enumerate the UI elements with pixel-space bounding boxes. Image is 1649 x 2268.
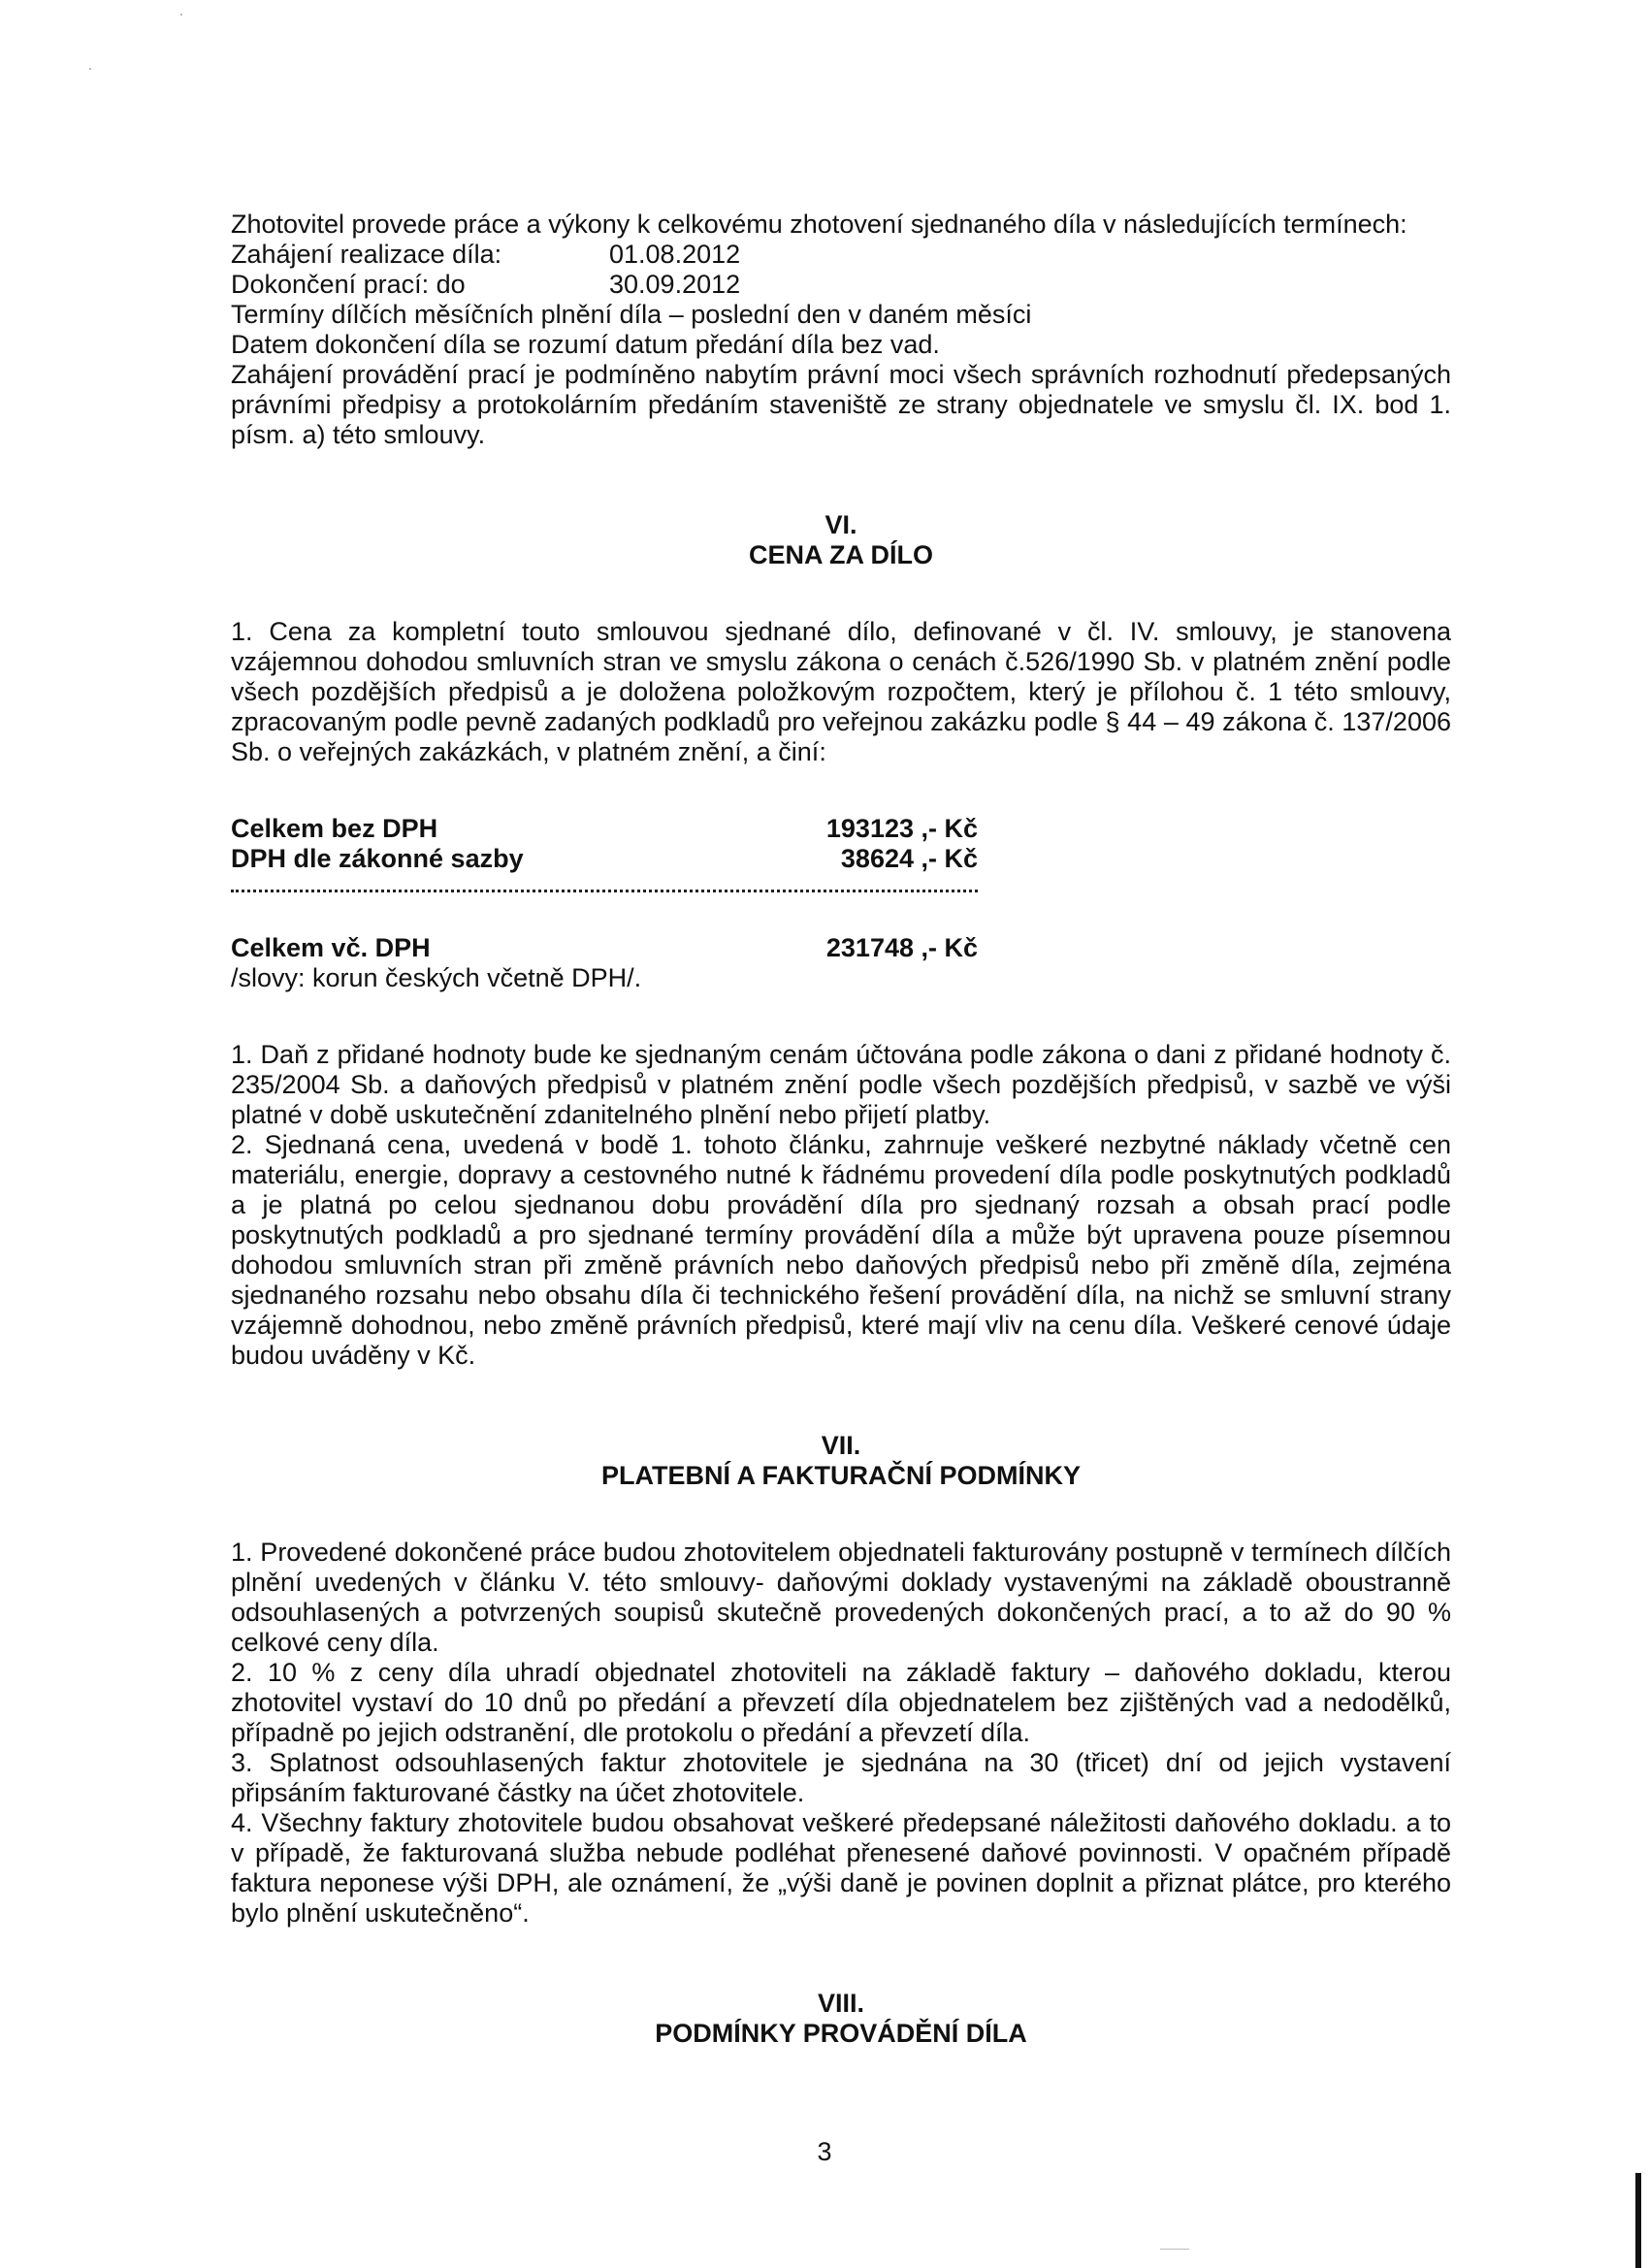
section-7-paragraph-3: 3. Splatnost odsouhlasených faktur zhotovitele je sjednána na 30 (třicet) dní od jejich vystavení připsáním fakturované částky na účet zhotovitele.	[231, 1748, 1451, 1807]
price-in-words: /slovy: korun českých včetně DPH/.	[231, 963, 642, 992]
section-7-title: PLATEBNÍ A FAKTURAČNÍ PODMÍNKY	[601, 1461, 1081, 1490]
price-row-label: Celkem bez DPH	[231, 814, 438, 843]
schedule-partial-terms: Termíny dílčích měsíčních plnění díla – poslední den v daném měsíci	[231, 300, 1032, 329]
page-number: 3	[817, 2137, 832, 2166]
price-row-label: DPH dle zákonné sazby	[231, 844, 524, 873]
price-row	[231, 844, 978, 874]
price-row-value: 193123 ,- Kč	[825, 814, 978, 843]
section-6-vat-paragraph: 1. Daň z přidané hodnoty bude ke sjednaným cenám účtována podle zákona o dani z přidané hodnoty č. 235/2004 Sb. a daňových předpisů v platném znění podle všech pozdějších předpisů, v sazbě ve výši platné v době uskutečnění zdanitelného plnění nebo přijetí platby.	[231, 1040, 1451, 1129]
schedule-start-condition: Zahájení provádění prací je podmíněno nabytím právní moci všech správních rozhodnutí předepsaných právními předpisy a protokolárním předáním staveniště ze strany objednatele ve smyslu čl. IX. bod 1. písm. a) této smlouvy.	[231, 360, 1451, 449]
schedule-start-value: 01.08.2012	[609, 240, 741, 269]
schedule-start-label: Zahájení realizace díla:	[231, 240, 502, 269]
scan-speck	[180, 14, 182, 16]
price-row-value: 38624 ,- Kč	[840, 844, 978, 873]
schedule-end-row	[231, 270, 1451, 300]
section-7-paragraph-1: 1. Provedené dokončené práce budou zhotovitelem objednateli fakturovány postupně v termínech dílčích plnění uvedených v článku V. této smlouvy- daňovými doklady vystavenými na základě oboustranně odsouhlasených a potvrzených soupisů skutečně provedených dokončených prací, a to až do 90 % celkové ceny díla.	[231, 1538, 1451, 1657]
scan-edge-mark	[1635, 2173, 1641, 2268]
section-7-paragraph-2: 2. 10 % z ceny díla uhradí objednatel zhotoviteli na základě faktury – daňového dokladu, kterou zhotovitel vystaví do 10 dnů po předání a převzetí díla objednatelem bez zjištěných vad a nedodělků, případně po jejich odstranění, dle protokolu o předání a převzetí díla.	[231, 1658, 1451, 1747]
section-6-paragraph-2: 2. Sjednaná cena, uvedená v bodě 1. tohoto článku, zahrnuje veškeré nezbytné náklady včetně cen materiálu, energie, dopravy a cestovného nutné k řádnému provedení díla podle poskytnutých podkladů a je platná po celou sjednanou dobu provádění díla pro sjednaný rozsah a obsah prací podle poskytnutých podkladů a pro sjednané termíny provádění díla a může být upravena pouze písemnou dohodou smluvních stran při změně právních nebo daňových předpisů nebo při změně díla, zejména sjednaného rozsahu nebo obsahu díla či technického řešení provádění díla, na nichž se smluvní strany vzájemně dohodnou, nebo změně právních předpisů, které mají vliv na cenu díla. Veškeré cenové údaje budou uváděny v Kč.	[231, 1130, 1451, 1370]
section-7-paragraph-4: 4. Všechny faktury zhotovitele budou obsahovat veškeré předepsané náležitosti daňového dokladu. a to v případě, že fakturovaná služba nebude podléhat přenesené daňové povinnosti. V opačném případě faktura neponese výši DPH, ale oznámení, že „výši daně je povinen doplnit a přiznat plátce, pro kterého bylo plnění uskutečněno“.	[231, 1808, 1451, 1928]
document-page	[231, 210, 1451, 2049]
section-7-number: VII.	[821, 1431, 861, 1460]
section-6-number: VI.	[824, 510, 857, 539]
section-8-number: VIII.	[817, 1989, 864, 2018]
scan-speck	[89, 68, 91, 70]
section-8-title: PODMÍNKY PROVÁDĚNÍ DÍLA	[655, 2019, 1027, 2048]
schedule-end-value: 30.09.2012	[609, 270, 741, 299]
scan-speck	[1160, 2249, 1189, 2250]
schedule-start-row	[231, 240, 1451, 270]
schedule-completion-definition: Datem dokončení díla se rozumí datum předání díla bez vad.	[231, 330, 940, 359]
section-6-paragraph-1: 1. Cena za kompletní touto smlouvou sjednané dílo, definované v čl. IV. smlouvy, je stanovena vzájemnou dohodou smluvních stran ve smyslu zákona o cenách č.526/1990 Sb. v platném znění podle všech pozdějších předpisů a je doložena položkovým rozpočtem, který je přílohou č. 1 této smlouvy, zpracovaným podle pevně zadaných podkladů pro veřejnou zakázku podle § 44 – 49 zákona č. 137/2006 Sb. o veřejných zakázkách, v platném znění, a činí:	[231, 617, 1451, 766]
section-6-title: CENA ZA DÍLO	[749, 540, 933, 569]
price-total-value: 231748 ,- Kč	[825, 933, 978, 962]
price-table	[231, 814, 978, 874]
price-row	[231, 814, 978, 844]
price-total	[231, 933, 978, 963]
dotted-separator	[231, 884, 978, 892]
price-total-row	[231, 933, 978, 963]
schedule-end-label: Dokončení prací: do	[231, 270, 466, 299]
schedule-intro: Zhotovitel provede práce a výkony k celkovému zhotovení sjednaného díla v následujících termínech:	[231, 210, 1407, 239]
price-total-label: Celkem vč. DPH	[231, 933, 431, 962]
